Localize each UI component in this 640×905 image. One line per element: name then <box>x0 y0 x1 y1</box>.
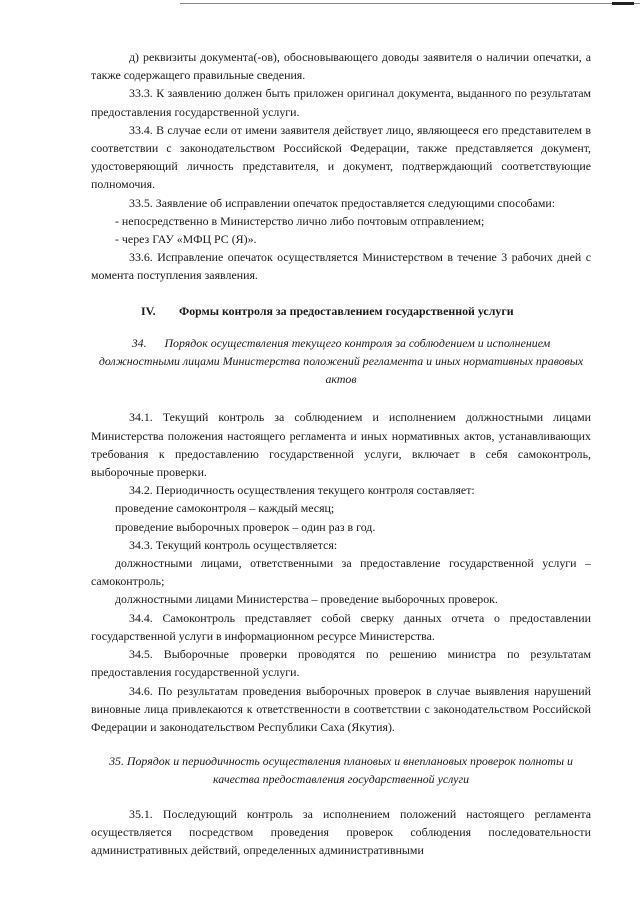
section-title: Формы контроля за предоставлением государственной услуги <box>179 303 514 318</box>
list-item-ministry: - непосредственно в Министерство лично либо почтовым отправлением; <box>115 213 485 228</box>
paragraph-ministry-officials: должностными лицами Министерства – проведение выборочных проверок. <box>115 592 498 607</box>
subsection-heading-35: 35. Порядок и периодичность осуществления плановых и внеплановых проверок полноты и качества предоставления государственной услуги <box>109 754 573 787</box>
paragraph-responsible-officials: должностными лицами, ответственными за предоставление государственной услуги – самоконтроль; <box>91 556 591 589</box>
paragraph-34-2: 34.2. Периодичность осуществления текущего контроля составляет: <box>129 483 475 498</box>
subsection-title: Порядок осуществления текущего контроля за соблюдением и исполнением должностными лицами Министерства положений регламента и иных нормативных правовых актов <box>98 335 584 387</box>
paragraph-33-3: 33.3. К заявлению должен быть приложен оригинал документа, выданного по результатам предоставления государственной услуги. <box>91 86 591 119</box>
paragraph-33-4: 33.4. В случае если от имени заявителя действует лицо, являющееся его представителем в соответствии с законодательством Российской Федерации, также представляется документ, удостоверяющий личность представителя, и документ, подтверждающий соответствующие полномочия. <box>91 122 591 192</box>
subsection-heading-34 <box>91 334 591 389</box>
list-item-mfc: - через ГАУ «МФЦ РС (Я)». <box>115 232 257 247</box>
section-number: IV. <box>141 303 156 318</box>
paragraph-33-6: 33.6. Исправление опечаток осуществляется Министерством в течение 3 рабочих дней с момента поступления заявления. <box>91 250 591 283</box>
paragraph-self-control: проведение самоконтроля – каждый месяц; <box>115 501 335 516</box>
paragraph-34-1: 34.1. Текущий контроль за соблюдением и исполнением должностными лицами Министерства положения настоящего регламента и иных нормативных актов, устанавливающих требования к предоставлению государственной услуги, включает в себя самоконтроль, выборочные проверки. <box>91 410 591 480</box>
paragraph-34-6: 34.6. По результатам проведения выборочных проверок в случае выявления нарушений виновные лица привлекаются к ответственности в соответствии с законодательством Российской Федерации и законодательством Республики Саха (Якутия). <box>91 683 591 734</box>
paragraph-34-4: 34.4. Самоконтроль представляет собой сверку данных отчета о предоставлении государственной услуги в информационном ресурсе Министерства. <box>91 610 591 643</box>
paragraph-34-3: 34.3. Текущий контроль осуществляется: <box>129 537 338 552</box>
paragraph-rekvizity: д) реквизиты документа(-ов), обосновывающего доводы заявителя о наличии опечатки, а также содержащего правильные сведения. <box>91 50 591 83</box>
scan-top-edge <box>180 3 640 4</box>
paragraph-34-5: 34.5. Выборочные проверки проводятся по решению министра по результатам предоставления государственной услуги. <box>91 647 591 680</box>
section-heading-iv <box>91 302 591 320</box>
paragraph-selective-checks: проведение выборочных проверок – один раз в год. <box>115 519 376 534</box>
document-page <box>91 48 591 859</box>
paragraph-33-5: 33.5. Заявление об исправлении опечаток предоставляется следующими способами: <box>129 195 556 210</box>
paragraph-35-1: 35.1. Последующий контроль за исполнением положений настоящего регламента осуществляется посредством проведения проверок соблюдения последовательности административных действий, определенных административными <box>91 806 591 857</box>
subsection-number: 34. <box>131 335 147 350</box>
